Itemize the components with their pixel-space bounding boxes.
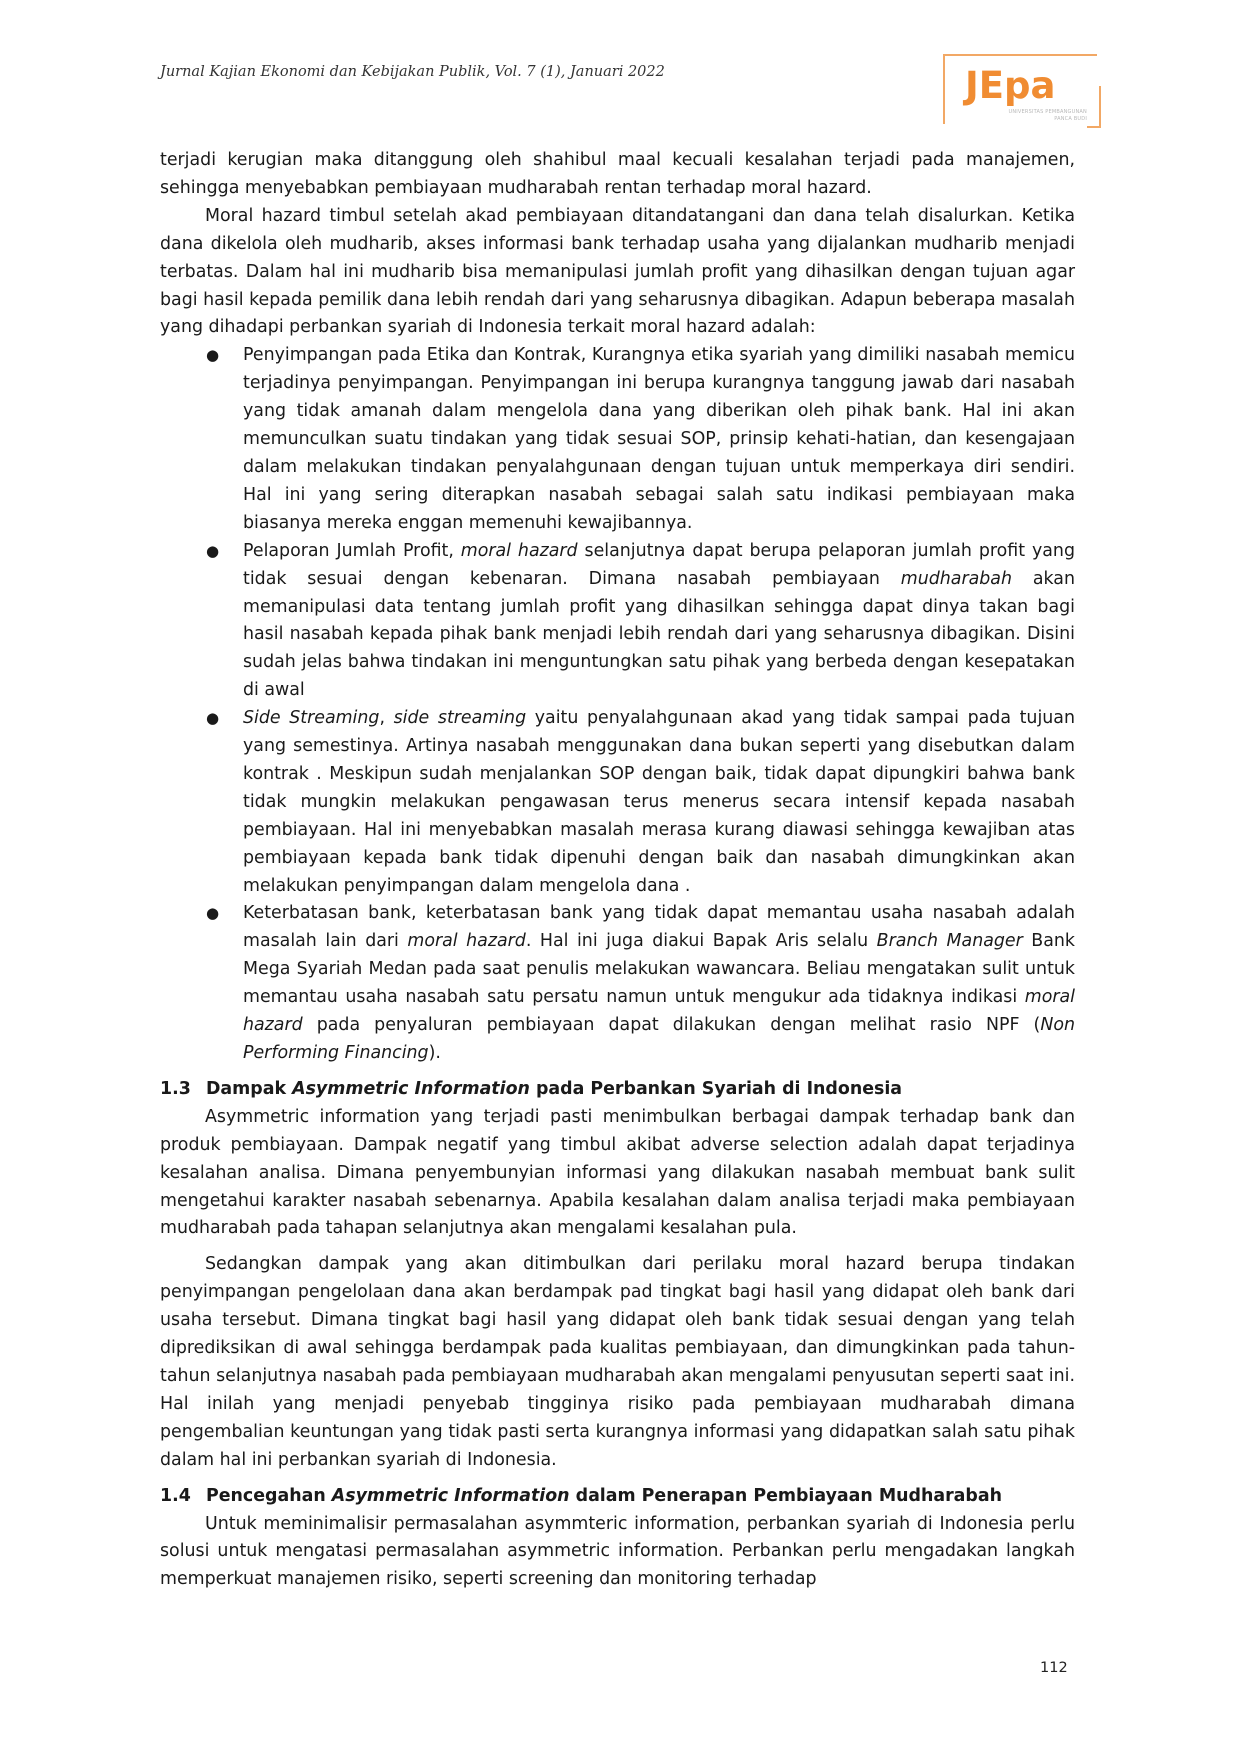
bullet-icon: ● — [206, 904, 220, 923]
section-title-part: Dampak — [206, 1078, 293, 1099]
list-item-text: Penyimpangan pada Etika dan Kontrak, Kurangnya etika syariah yang dimiliki nasabah memicu terjadinya penyimpangan. Penyimpangan ini berupa kurangnya tanggung jawab dari nasabah yang tidak amanah dalam mengelola dana yang diberikan oleh pihak bank. Hal ini akan memunculkan suatu tindakan yang tidak sesuai SOP, prinsip kehati-hatian, dan kesengajaan dalam melakukan tindakan penyalahgunaan dengan tujuan untuk memperkaya diri sendiri. Hal ini yang sering diterapkan nasabah sebagai salah satu indikasi pembiayaan maka biasanya mereka enggan memenuhi kewajibannya. — [243, 345, 1075, 533]
emphasis-text: Non Performing Financing — [243, 1015, 1075, 1063]
page-number: 112 — [1040, 1660, 1068, 1676]
bullet-icon: ● — [206, 541, 220, 560]
logo-subtext-line-1: UNIVERSITAS PEMBANGUNAN — [1008, 109, 1087, 115]
list-item — [160, 705, 1075, 900]
section-title-part: Pencegahan — [206, 1485, 332, 1506]
paragraph-3: Asymmetric information yang terjadi pasti menimbulkan berbagai dampak terhadap bank dan produk pembiayaan. Dampak negatif yang timbul akibat adverse selection adalah dapat terjadinya kesalahan analisa. Dimana penyembunyian informasi yang dilakukan nasabah membuat bank sulit mengetahui karakter nasabah sebenarnya. Apabila kesalahan dalam analisa terjadi maka pembiayaan mudharabah pada tahapan selanjutnya akan mengalami kesalahan pula. — [160, 1106, 1075, 1239]
bullet-icon: ● — [206, 346, 220, 365]
article-body — [160, 147, 1075, 1594]
list-item — [160, 342, 1075, 537]
list-item-text: Keterbatasan bank, keterbatasan bank yang tidak dapat memantau usaha nasabah adalah masalah lain dari — [243, 903, 1075, 952]
list-item-text: Pelaporan Jumlah Profit, — [243, 540, 461, 561]
logo-subtext-line-2: PANCA BUDI — [1054, 116, 1087, 122]
list-item-text: ). — [428, 1043, 441, 1063]
list-item-text: selanjutnya dapat berupa pelaporan jumlah profit yang tidak sesuai dengan kebenaran. Dimana nasabah pembiayaan — [243, 540, 1075, 589]
list-item-text: yaitu penyalahgunaan akad yang tidak sampai pada tujuan yang semestinya. Artinya nasabah menggunakan dana bukan seperti yang disebutkan dalam kontrak . Meskipun sudah menjalankan SOP dengan baik, tidak dapat dipungkiri bahwa bank tidak mungkin melakukan pengawasan terus menerus secara intensif kepada nasabah pembiayaan. Hal ini menyebabkan masalah merasa kurang diawasi sehingga kewajiban atas pembiayaan kepada bank tidak dipenuhi dengan baik dan nasabah dimungkinkan akan melakukan penyimpangan dalam mengelola dana . — [243, 708, 1075, 896]
section-title-emphasis: Asymmetric Information — [292, 1078, 530, 1099]
section-number: 1.3 — [160, 1078, 191, 1099]
section-title-part: pada Perbankan Syariah di Indonesia — [529, 1078, 903, 1099]
list-item-text: Bank Mega Syariah Medan pada saat penulis melakukan wawancara. Beliau mengatakan sulit untuk memantau usaha nasabah satu persatu namun untuk mengukur ada tidaknya indikasi — [243, 931, 1075, 1008]
journal-logo — [943, 54, 1101, 128]
section-title-part: dalam Penerapan Pembiayaan Mudharabah — [569, 1485, 1002, 1506]
list-item-text: akan memanipulasi data tentang jumlah profit yang dihasilkan sehingga dapat dinya takan bagi hasil nasabah kepada pihak bank menjadi lebih rendah dari yang seharusnya dibagikan. Disini sudah jelas bahwa tindakan ini menguntungkan satu pihak yang berbeda dengan kesepatakan di awal — [243, 568, 1075, 701]
paragraph-5: Untuk meminimalisir permasalahan asymmteric information, perbankan syariah di Indonesia perlu solusi untuk mengatasi permasalahan asymmetric information. Perbankan perlu mengadakan langkah memperkuat manajemen risiko, seperti screening dan monitoring terhadap — [160, 1513, 1075, 1590]
list-item-text: , — [379, 708, 394, 729]
list-item — [160, 538, 1075, 705]
emphasis-text: side streaming — [393, 708, 527, 729]
moral-hazard-list — [160, 342, 1075, 1068]
emphasis-text: mudharabah — [900, 568, 1012, 589]
logo-mark: JEpa — [965, 64, 1056, 107]
bullet-icon: ● — [206, 709, 220, 728]
section-title-emphasis: Asymmetric Information — [331, 1485, 570, 1506]
emphasis-text: moral hazard — [243, 987, 1075, 1036]
list-item — [160, 900, 1075, 1067]
emphasis-text: moral hazard — [407, 931, 526, 952]
logo-frame-bottom-right — [1087, 86, 1101, 128]
section-heading-1-3 — [160, 1076, 1075, 1104]
paragraph-1: terjadi kerugian maka ditanggung oleh shahibul maal kecuali kesalahan terjadi pada manajemen, sehingga menyebabkan pembiayaan mudharabah rentan terhadap moral hazard. — [160, 150, 1075, 198]
running-head: Jurnal Kajian Ekonomi dan Kebijakan Publik, Vol. 7 (1), Januari 2022 — [160, 64, 665, 80]
logo-subtext — [975, 109, 1087, 123]
paragraph-4: Sedangkan dampak yang akan ditimbulkan dari perilaku moral hazard berupa tindakan penyimpangan pengelolaan dana akan berdampak pad tingkat bagi hasil yang didapat oleh bank dari usaha tersebut. Dimana tingkat bagi hasil yang didapat oleh bank tidak sesuai dengan yang telah diprediksikan di awal sehingga berdampak pada kualitas pembiayaan, dan dimungkinkan pada tahun-tahun selanjutnya nasabah pada pembiayaan mudharabah akan mengalami penyusutan seperti saat ini. Hal inilah yang menjadi penyebab tingginya risiko pada pembiayaan mudharabah dimana pengembalian keuntungan yang tidak pasti serta kurangnya informasi yang didapatkan salah satu pihak dalam hal ini perbankan syariah di Indonesia. — [160, 1254, 1075, 1470]
section-number: 1.4 — [160, 1485, 191, 1506]
list-item-text: . Hal ini juga diakui Bapak Aris selalu — [525, 931, 877, 952]
list-item-text: pada penyaluran pembiayaan dapat dilakukan dengan melihat rasio NPF ( — [302, 1015, 1041, 1036]
paragraph-2: Moral hazard timbul setelah akad pembiayaan ditandatangani dan dana telah disalurkan. Ketika dana dikelola oleh mudharib, akses informasi bank terhadap usaha yang dijalankan mudharib menjadi terbatas. Dalam hal ini mudharib bisa memanipulasi jumlah profit yang dihasilkan dengan tujuan agar bagi hasil kepada pemilik dana lebih rendah dari yang seharusnya dibagikan. Adapun beberapa masalah yang dihadapi perbankan syariah di Indonesia terkait moral hazard adalah: — [160, 205, 1075, 338]
emphasis-text: moral hazard — [460, 540, 578, 561]
section-heading-1-4 — [160, 1483, 1075, 1511]
emphasis-text: Branch Manager — [876, 931, 1023, 952]
emphasis-text: Side Streaming — [243, 708, 380, 729]
